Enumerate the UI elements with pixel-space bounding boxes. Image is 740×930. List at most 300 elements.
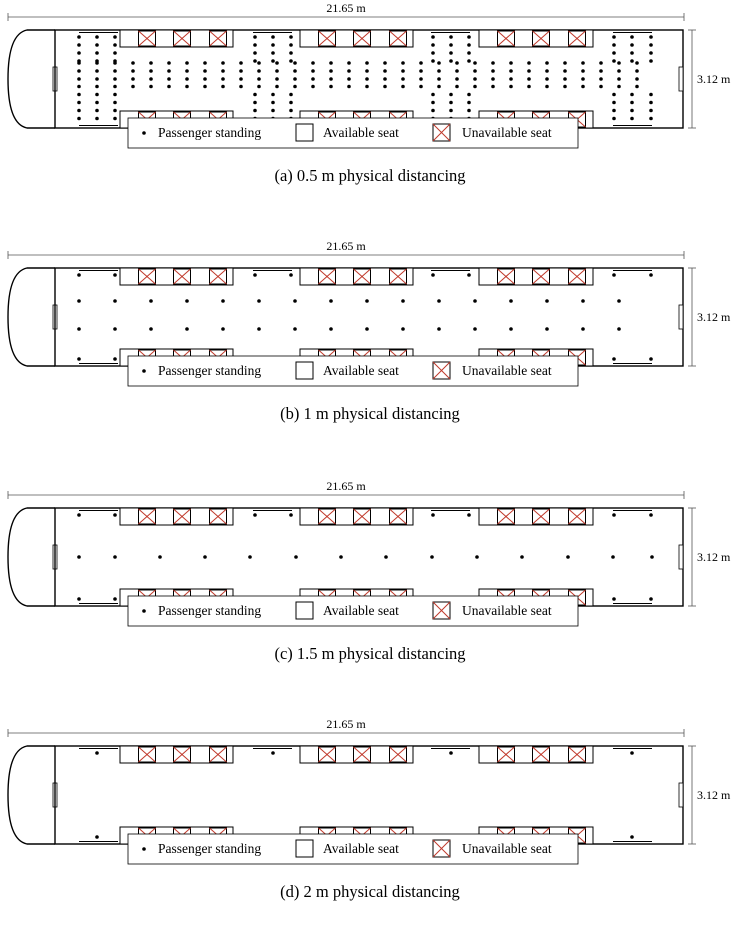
passenger-standing-dot (509, 77, 513, 81)
passenger-standing-dot (95, 101, 99, 105)
passenger-standing-dot (77, 597, 81, 601)
passenger-standing-dot (612, 597, 616, 601)
passenger-standing-dot (509, 69, 513, 73)
passenger-standing-dot (113, 299, 117, 303)
passenger-standing-dot (203, 69, 207, 73)
passenger-standing-dot (239, 85, 243, 89)
passenger-standing-dot (431, 513, 435, 517)
passenger-standing-dot (113, 77, 117, 81)
passenger-standing-dot (329, 69, 333, 73)
passenger-standing-dot (275, 85, 279, 89)
passenger-standing-dot (612, 109, 616, 113)
width-label: 3.12 m (697, 788, 731, 802)
passenger-standing-dot (437, 77, 441, 81)
passenger-standing-dot (649, 101, 653, 105)
passenger-standing-dot (311, 69, 315, 73)
rear-door (679, 783, 683, 807)
passenger-standing-dot (253, 43, 257, 47)
passenger-standing-dot (473, 327, 477, 331)
panel-caption: (c) 1.5 m physical distancing (274, 644, 466, 663)
passenger-standing-dot (347, 61, 351, 65)
passenger-standing-dot (289, 43, 293, 47)
passenger-standing-dot (113, 51, 117, 55)
passenger-standing-dot (509, 61, 513, 65)
passenger-standing-dot (383, 69, 387, 73)
cab-nose (8, 268, 55, 366)
cab-nose (8, 30, 55, 128)
passenger-standing-dot (248, 555, 252, 559)
passenger-standing-dot (95, 77, 99, 81)
passenger-standing-dot (95, 61, 99, 65)
rear-door (679, 545, 683, 569)
passenger-standing-dot (449, 109, 453, 113)
passenger-standing-dot (630, 109, 634, 113)
passenger-standing-dot (630, 59, 634, 63)
passenger-standing-dot (630, 835, 634, 839)
passenger-standing-dot (431, 35, 435, 39)
passenger-standing-dot (449, 35, 453, 39)
width-label: 3.12 m (697, 72, 731, 86)
passenger-standing-dot (431, 43, 435, 47)
passenger-standing-dot (437, 327, 441, 331)
passenger-standing-dot (650, 555, 654, 559)
passenger-standing-dot (271, 51, 275, 55)
passenger-standing-dot (611, 555, 615, 559)
passenger-standing-dot (131, 69, 135, 73)
passenger-standing-dot (419, 77, 423, 81)
passenger-standing-dot (599, 77, 603, 81)
passenger-standing-dot (113, 513, 117, 517)
passenger-standing-dot (383, 61, 387, 65)
passenger-standing-dot (95, 117, 99, 121)
passenger-standing-dot (275, 69, 279, 73)
passenger-standing-dot (77, 357, 81, 361)
passenger-standing-dot (617, 299, 621, 303)
passenger-standing-dot (253, 59, 257, 63)
legend-available-label: Available seat (323, 363, 399, 378)
passenger-standing-dot (581, 327, 585, 331)
passenger-standing-dot (581, 77, 585, 81)
passenger-standing-dot (630, 43, 634, 47)
passenger-standing-dot (289, 93, 293, 97)
passenger-standing-dot (617, 61, 621, 65)
passenger-standing-dot (95, 751, 99, 755)
rear-door (679, 305, 683, 329)
passenger-standing-dot (113, 35, 117, 39)
passenger-standing-dot (455, 69, 459, 73)
passenger-standing-dot (347, 69, 351, 73)
passenger-standing-dot (185, 327, 189, 331)
passenger-standing-dot (401, 327, 405, 331)
passenger-standing-dot (649, 597, 653, 601)
passenger-standing-dot (545, 85, 549, 89)
passenger-standing-dot (617, 77, 621, 81)
passenger-standing-dot (431, 273, 435, 277)
passenger-standing-dot (612, 93, 616, 97)
length-label: 21.65 m (326, 717, 366, 731)
passenger-standing-dot (149, 85, 153, 89)
panel-a (8, 1, 731, 185)
passenger-standing-dot (449, 101, 453, 105)
legend-standing-label: Passenger standing (158, 841, 262, 856)
passenger-standing-dot (365, 299, 369, 303)
passenger-standing-dot (77, 101, 81, 105)
passenger-standing-dot (612, 513, 616, 517)
passenger-standing-dot (527, 77, 531, 81)
passenger-standing-dot (431, 93, 435, 97)
passenger-standing-dot (329, 299, 333, 303)
passenger-standing-dot (449, 751, 453, 755)
passenger-standing-dot (566, 555, 570, 559)
passenger-standing-dot (77, 69, 81, 73)
passenger-standing-dot (185, 69, 189, 73)
passenger-standing-dot (253, 51, 257, 55)
passenger-standing-dot (430, 555, 434, 559)
passenger-standing-dot (467, 101, 471, 105)
passenger-standing-dot (599, 85, 603, 89)
passenger-standing-dot (630, 51, 634, 55)
passenger-standing-dot (649, 93, 653, 97)
passenger-standing-dot (630, 35, 634, 39)
passenger-standing-dot (113, 93, 117, 97)
passenger-standing-dot (545, 69, 549, 73)
legend-available-seat (296, 602, 313, 619)
passenger-standing-dot (563, 69, 567, 73)
passenger-standing-dot (449, 51, 453, 55)
passenger-standing-dot (649, 273, 653, 277)
passenger-standing-dot (437, 85, 441, 89)
passenger-standing-dot (271, 101, 275, 105)
passenger-standing-dot (467, 51, 471, 55)
passenger-standing-dot (203, 555, 207, 559)
passenger-standing-dot (617, 69, 621, 73)
passenger-standing-dot (253, 513, 257, 517)
passenger-standing-dot (563, 85, 567, 89)
passenger-standing-dot (203, 85, 207, 89)
passenger-standing-dot (113, 43, 117, 47)
passenger-standing-dot (419, 69, 423, 73)
passenger-standing-dot (271, 751, 275, 755)
passenger-standing-dot (77, 273, 81, 277)
passenger-standing-dot (77, 327, 81, 331)
passenger-standing-dot (473, 299, 477, 303)
legend-standing-dot (142, 131, 146, 135)
legend-available-label: Available seat (323, 125, 399, 140)
passenger-standing-dot (365, 69, 369, 73)
passenger-standing-dot (257, 327, 261, 331)
passenger-standing-dot (509, 327, 513, 331)
passenger-standing-dot (475, 555, 479, 559)
passenger-standing-dot (649, 513, 653, 517)
passenger-standing-dot (581, 85, 585, 89)
passenger-standing-dot (294, 555, 298, 559)
passenger-standing-dot (649, 109, 653, 113)
passenger-standing-dot (401, 69, 405, 73)
passenger-standing-dot (271, 59, 275, 63)
passenger-standing-dot (527, 69, 531, 73)
passenger-standing-dot (437, 61, 441, 65)
passenger-standing-dot (617, 85, 621, 89)
passenger-standing-dot (77, 77, 81, 81)
passenger-standing-dot (563, 61, 567, 65)
passenger-standing-dot (311, 85, 315, 89)
passenger-standing-dot (77, 85, 81, 89)
legend-unavailable-label: Unavailable seat (462, 125, 552, 140)
passenger-standing-dot (635, 85, 639, 89)
passenger-standing-dot (649, 35, 653, 39)
passenger-standing-dot (419, 85, 423, 89)
passenger-standing-dot (612, 59, 616, 63)
passenger-standing-dot (271, 93, 275, 97)
passenger-standing-dot (401, 77, 405, 81)
legend-available-label: Available seat (323, 603, 399, 618)
passenger-standing-dot (149, 77, 153, 81)
passenger-standing-dot (612, 273, 616, 277)
passenger-standing-dot (167, 85, 171, 89)
passenger-standing-dot (77, 109, 81, 113)
passenger-standing-dot (455, 77, 459, 81)
passenger-standing-dot (630, 93, 634, 97)
passenger-standing-dot (113, 101, 117, 105)
passenger-standing-dot (239, 77, 243, 81)
passenger-standing-dot (437, 299, 441, 303)
passenger-standing-dot (473, 85, 477, 89)
passenger-standing-dot (635, 77, 639, 81)
passenger-standing-dot (167, 61, 171, 65)
passenger-standing-dot (221, 85, 225, 89)
passenger-standing-dot (347, 77, 351, 81)
passenger-standing-dot (113, 597, 117, 601)
passenger-standing-dot (649, 51, 653, 55)
passenger-standing-dot (311, 77, 315, 81)
passenger-standing-dot (563, 77, 567, 81)
passenger-standing-dot (293, 69, 297, 73)
passenger-standing-dot (221, 77, 225, 81)
passenger-standing-dot (401, 61, 405, 65)
passenger-standing-dot (467, 109, 471, 113)
passenger-standing-dot (347, 85, 351, 89)
passenger-standing-dot (329, 327, 333, 331)
cab-nose (8, 508, 55, 606)
panel-d (8, 717, 731, 901)
passenger-standing-dot (401, 299, 405, 303)
passenger-standing-dot (365, 327, 369, 331)
passenger-standing-dot (239, 61, 243, 65)
passenger-standing-dot (167, 77, 171, 81)
passenger-standing-dot (630, 101, 634, 105)
passenger-standing-dot (449, 43, 453, 47)
passenger-standing-dot (649, 117, 653, 121)
passenger-standing-dot (449, 59, 453, 63)
passenger-standing-dot (275, 77, 279, 81)
passenger-standing-dot (113, 273, 117, 277)
passenger-standing-dot (617, 327, 621, 331)
passenger-standing-dot (149, 299, 153, 303)
passenger-standing-dot (113, 61, 117, 65)
width-label: 3.12 m (697, 310, 731, 324)
passenger-standing-dot (491, 69, 495, 73)
passenger-standing-dot (203, 61, 207, 65)
passenger-standing-dot (630, 117, 634, 121)
passenger-standing-dot (221, 61, 225, 65)
passenger-standing-dot (437, 69, 441, 73)
passenger-standing-dot (329, 61, 333, 65)
passenger-standing-dot (149, 69, 153, 73)
legend-available-seat (296, 362, 313, 379)
length-label: 21.65 m (326, 239, 366, 253)
passenger-standing-dot (253, 109, 257, 113)
passenger-standing-dot (455, 85, 459, 89)
passenger-standing-dot (271, 109, 275, 113)
passenger-standing-dot (185, 299, 189, 303)
passenger-standing-dot (339, 555, 343, 559)
passenger-standing-dot (329, 85, 333, 89)
passenger-standing-dot (383, 85, 387, 89)
passenger-standing-dot (289, 59, 293, 63)
passenger-standing-dot (113, 117, 117, 121)
legend-standing-dot (142, 609, 146, 613)
passenger-standing-dot (113, 69, 117, 73)
passenger-standing-dot (77, 555, 81, 559)
passenger-standing-dot (467, 43, 471, 47)
passenger-standing-dot (77, 93, 81, 97)
passenger-standing-dot (289, 35, 293, 39)
passenger-standing-dot (131, 85, 135, 89)
passenger-standing-dot (581, 61, 585, 65)
passenger-standing-dot (491, 85, 495, 89)
passenger-standing-dot (95, 69, 99, 73)
legend-unavailable-label: Unavailable seat (462, 363, 552, 378)
passenger-standing-dot (449, 93, 453, 97)
passenger-standing-dot (113, 555, 117, 559)
passenger-standing-dot (221, 299, 225, 303)
passenger-standing-dot (271, 35, 275, 39)
passenger-standing-dot (149, 61, 153, 65)
passenger-standing-dot (253, 101, 257, 105)
passenger-standing-dot (612, 117, 616, 121)
passenger-standing-dot (131, 77, 135, 81)
passenger-standing-dot (383, 77, 387, 81)
passenger-standing-dot (509, 299, 513, 303)
passenger-standing-dot (649, 357, 653, 361)
passenger-standing-dot (545, 77, 549, 81)
passenger-standing-dot (167, 69, 171, 73)
passenger-standing-dot (581, 69, 585, 73)
passenger-standing-dot (612, 357, 616, 361)
passenger-standing-dot (77, 61, 81, 65)
passenger-standing-dot (95, 835, 99, 839)
passenger-standing-dot (599, 69, 603, 73)
passenger-standing-dot (491, 77, 495, 81)
passenger-standing-dot (293, 85, 297, 89)
passenger-standing-dot (431, 101, 435, 105)
rear-door (679, 67, 683, 91)
legend-unavailable-label: Unavailable seat (462, 603, 552, 618)
passenger-standing-dot (253, 273, 257, 277)
passenger-standing-dot (289, 109, 293, 113)
passenger-standing-dot (257, 77, 261, 81)
passenger-standing-dot (113, 85, 117, 89)
passenger-standing-dot (293, 299, 297, 303)
panel-caption: (b) 1 m physical distancing (280, 404, 460, 423)
legend-standing-label: Passenger standing (158, 603, 262, 618)
passenger-standing-dot (520, 555, 524, 559)
passenger-standing-dot (275, 61, 279, 65)
legend-standing-label: Passenger standing (158, 125, 262, 140)
passenger-standing-dot (271, 43, 275, 47)
passenger-standing-dot (612, 43, 616, 47)
passenger-standing-dot (630, 751, 634, 755)
passenger-standing-dot (185, 77, 189, 81)
passenger-standing-dot (95, 43, 99, 47)
passenger-standing-dot (113, 109, 117, 113)
passenger-standing-dot (649, 43, 653, 47)
legend-standing-dot (142, 847, 146, 851)
passenger-standing-dot (289, 101, 293, 105)
legend-available-seat (296, 840, 313, 857)
passenger-standing-dot (401, 85, 405, 89)
legend-available-seat (296, 124, 313, 141)
passenger-standing-dot (635, 69, 639, 73)
length-label: 21.65 m (326, 479, 366, 493)
passenger-standing-dot (289, 51, 293, 55)
passenger-standing-dot (95, 109, 99, 113)
passenger-standing-dot (491, 61, 495, 65)
cab-nose (8, 746, 55, 844)
passenger-standing-dot (221, 327, 225, 331)
passenger-standing-dot (95, 93, 99, 97)
passenger-standing-dot (581, 299, 585, 303)
passenger-standing-dot (257, 299, 261, 303)
passenger-standing-dot (95, 51, 99, 55)
passenger-standing-dot (185, 85, 189, 89)
passenger-standing-dot (527, 85, 531, 89)
passenger-standing-dot (455, 61, 459, 65)
passenger-standing-dot (467, 59, 471, 63)
passenger-standing-dot (239, 69, 243, 73)
passenger-standing-dot (545, 327, 549, 331)
passenger-standing-dot (311, 61, 315, 65)
passenger-standing-dot (77, 35, 81, 39)
passenger-standing-dot (77, 43, 81, 47)
passenger-standing-dot (221, 69, 225, 73)
passenger-standing-dot (509, 85, 513, 89)
passenger-standing-dot (329, 77, 333, 81)
passenger-standing-dot (612, 35, 616, 39)
passenger-standing-dot (419, 61, 423, 65)
passenger-standing-dot (431, 51, 435, 55)
passenger-standing-dot (612, 51, 616, 55)
panel-b (8, 239, 731, 423)
passenger-standing-dot (185, 61, 189, 65)
passenger-standing-dot (257, 61, 261, 65)
passenger-standing-dot (131, 61, 135, 65)
passenger-standing-dot (635, 61, 639, 65)
passenger-standing-dot (289, 513, 293, 517)
passenger-standing-dot (257, 85, 261, 89)
passenger-standing-dot (365, 85, 369, 89)
panel-caption: (d) 2 m physical distancing (280, 882, 460, 901)
passenger-standing-dot (203, 77, 207, 81)
passenger-standing-dot (473, 61, 477, 65)
passenger-standing-dot (293, 77, 297, 81)
passenger-standing-dot (77, 299, 81, 303)
passenger-standing-dot (95, 85, 99, 89)
passenger-standing-dot (158, 555, 162, 559)
passenger-standing-dot (431, 109, 435, 113)
passenger-standing-dot (431, 59, 435, 63)
legend-available-label: Available seat (323, 841, 399, 856)
